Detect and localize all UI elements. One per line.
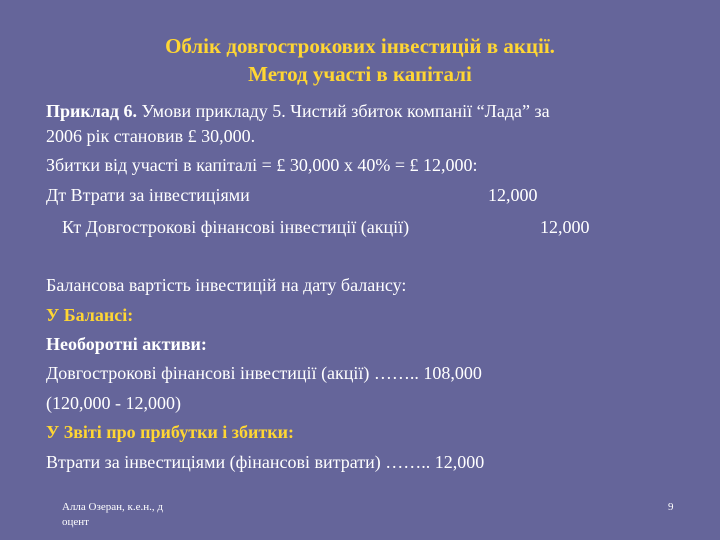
example-paragraph-line-2: 2006 рік становив £ 30,000.	[46, 126, 256, 146]
carrying-value-text: Балансова вартість інвестицій на дату балансу:	[46, 275, 407, 295]
debit-entry-label: Дт Втрати за інвестиціями	[46, 185, 250, 205]
page-number: 9	[668, 501, 674, 513]
credit-entry-amount: 12,000	[540, 217, 590, 237]
income-statement-heading: У Звіті про прибутки і збитки:	[46, 422, 294, 442]
footer-author-line-1: Алла Озеран, к.е.н., д	[62, 501, 163, 513]
example-text: Умови прикладу 5. Чистий збиток компанії “Лада” за	[136, 101, 550, 121]
balance-sheet-heading: У Балансі:	[46, 305, 134, 325]
example-paragraph-line-1	[46, 100, 550, 122]
noncurrent-assets-heading: Необоротні активи:	[46, 334, 207, 354]
credit-entry-label: Кт Довгострокові фінансові інвестиції (акції)	[62, 217, 410, 237]
debit-entry-amount: 12,000	[488, 185, 538, 205]
lt-investments-line: Довгострокові фінансові інвестиції (акції) …….. 108,000	[46, 363, 482, 383]
lt-investments-calculation: (120,000 - 12,000)	[46, 393, 181, 413]
footer-author-line-2: оцент	[62, 516, 89, 528]
loss-calculation: Збитки від участі в капіталі = £ 30,000 х 40% = £ 12,000:	[46, 155, 478, 175]
income-statement-line: Втрати за інвестиціями (фінансові витрати) …….. 12,000	[46, 452, 485, 472]
slide-title-line-2: Метод участі в капіталі	[248, 62, 472, 86]
footer-author	[62, 500, 202, 530]
example-label: Приклад 6.	[46, 101, 137, 121]
slide-title-line-1: Облік довгострокових інвестицій в акції.	[165, 34, 555, 58]
